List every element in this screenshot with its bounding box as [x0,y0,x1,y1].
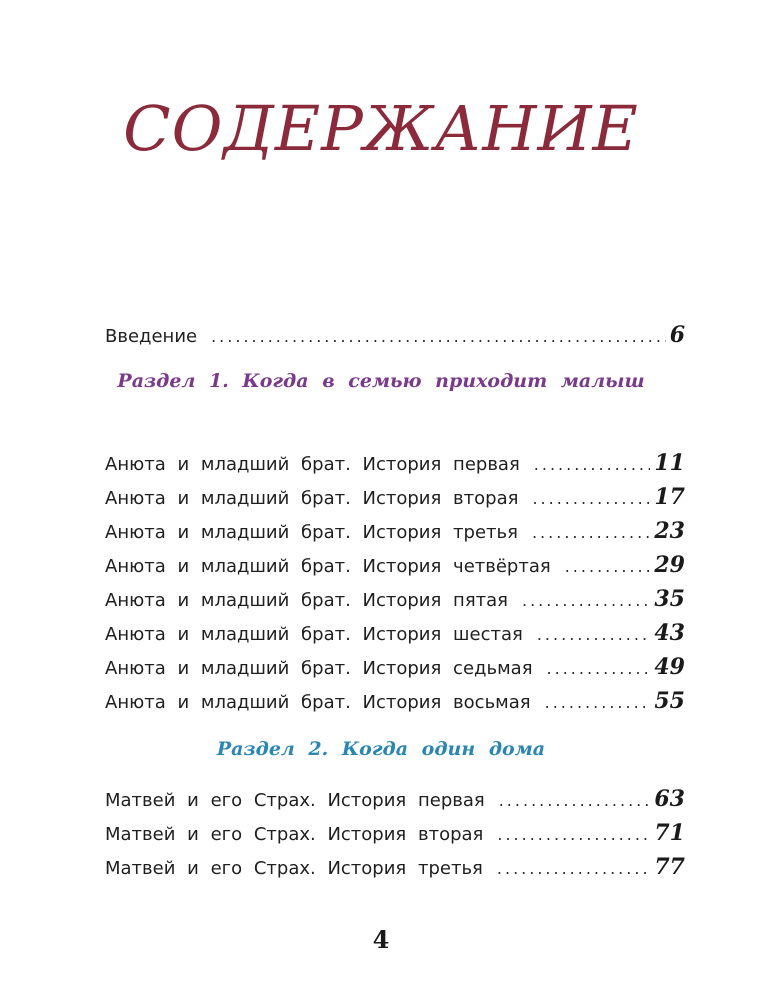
dot-leader [537,625,651,644]
toc-entry-page: 43 [654,620,685,646]
toc-entry-label: Матвей и его Страх. История третья [105,858,483,879]
toc-entry-label: Анюта и младший брат. История седьмая [105,658,533,679]
dot-leader [545,693,651,712]
toc-entry[interactable] [105,820,685,846]
toc-entry[interactable] [105,854,685,880]
toc-entry-label: Анюта и младший брат. История третья [105,522,518,543]
page-title: СОДЕРЖАНИЕ [123,92,639,165]
dot-leader [497,825,650,844]
dot-leader [547,659,651,678]
toc-entry-label: Анюта и младший брат. История четвёртая [105,556,551,577]
toc-entry[interactable] [105,654,685,680]
toc-entry-page: 49 [654,654,685,680]
dot-leader [532,489,650,508]
toc-entry-page: 35 [654,586,685,612]
toc-entry[interactable] [105,518,685,544]
dot-leader [522,591,650,610]
dot-leader [497,859,650,878]
toc-entry-label: Матвей и его Страх. История первая [105,790,485,811]
toc-entry-label: Введение [105,326,198,347]
toc-entry-page: 17 [654,484,685,510]
toc-entry[interactable] [105,620,685,646]
section-2-heading: Раздел 2. Когда один дома [216,738,546,760]
section-1-heading: Раздел 1. Когда в семью приходит малыш [117,370,645,392]
dot-leader [532,523,650,542]
dot-leader [565,557,651,576]
toc-entry[interactable] [105,586,685,612]
toc-entry[interactable] [105,552,685,578]
toc-entry-label: Анюта и младший брат. История шестая [105,624,523,645]
toc-entry-page: 63 [654,786,685,812]
toc-entry-label: Анюта и младший брат. История восьмая [105,692,531,713]
dot-leader [211,327,666,346]
dot-leader [499,791,651,810]
toc-entry-label: Анюта и младший брат. История вторая [105,488,519,509]
toc-entry-page: 23 [654,518,685,544]
toc-entry-label: Анюта и младший брат. История первая [105,454,520,475]
toc-entry-label: Матвей и его Страх. История вторая [105,824,484,845]
toc-entry[interactable] [105,450,685,476]
toc-entry-intro[interactable] [105,322,685,348]
page-number: 4 [372,925,390,954]
toc-entry-page: 11 [654,450,685,476]
toc-entry-page: 77 [654,854,685,880]
toc-entry[interactable] [105,786,685,812]
toc-entry[interactable] [105,688,685,714]
toc-entry[interactable] [105,484,685,510]
dot-leader [534,455,651,474]
toc-entry-page: 55 [654,688,685,714]
toc-entry-page: 6 [669,322,685,348]
toc-entry-page: 29 [654,552,685,578]
toc-entry-label: Анюта и младший брат. История пятая [105,590,508,611]
toc-entry-page: 71 [654,820,685,846]
